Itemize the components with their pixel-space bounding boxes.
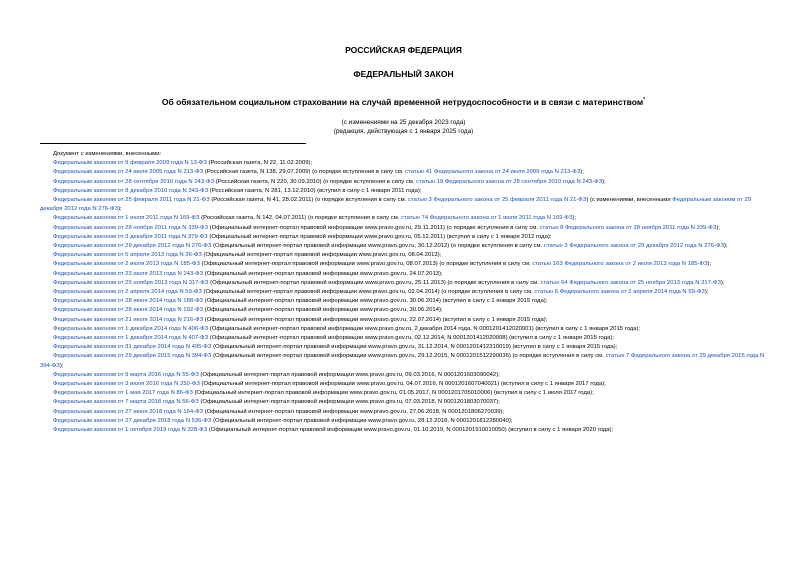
country-heading: РОССИЙСКАЯ ФЕДЕРАЦИЯ — [345, 45, 462, 55]
law-link[interactable]: Федеральным законом от 1 декабря 2014 года N 407-ФЗ — [53, 335, 209, 342]
entry-text: (Официальный интернет-портал правовой информации www.pravo.gov.ru, 29.11.2011) (о порядке вступления в силу см. — [208, 224, 540, 231]
entry-text: (Официальный интернет-портал правовой информации www.pravo.gov.ru, 02.12.2014, N 0001201412020008) (вступил в силу с 1 января 2015 года); — [208, 335, 614, 342]
entry-text: (Официальный интернет-портал правовой информации www.pravo.gov.ru, 29.12.2015, N 0001201512290036) (о порядке вступления в силу см. — [211, 353, 606, 360]
amendment-entry — [40, 380, 770, 389]
amendment-entry — [40, 279, 770, 288]
entry-text: (Официальный интернет-портал правовой информации www.pravo.gov.ru, 09.03.2016, N 0001201603090042); — [198, 371, 500, 378]
entry-text: (Российская газета, N 142, 04.07.2011) (о порядке вступления в силу см. — [199, 215, 402, 222]
entry-text: ); — [580, 169, 584, 176]
law-link[interactable]: Федеральным законом от 24 июля 2009 года N 213-ФЗ — [53, 169, 204, 176]
entry-text: (Российская газета, N 41, 28.02.2011) (о порядке вступления в силу см. — [209, 197, 408, 204]
law-link[interactable]: Федеральным законом от 9 марта 2016 года N 55-ФЗ — [53, 371, 199, 378]
law-link[interactable]: Федеральным законом от 1 декабря 2014 года N 406-ФЗ — [53, 325, 209, 332]
edition-info — [0, 118, 807, 136]
amendment-entry — [40, 306, 770, 315]
law-title-text: Об обязательном социальном страховании на случай временной нетрудоспособности и в связи с материнством — [161, 97, 644, 107]
entry-text: (Официальный интернет-портал правовой информации www.pravo.gov.ru, 25.11.2013) (о порядке вступления в силу см. — [208, 279, 541, 286]
amendment-entry — [40, 297, 770, 306]
law-link[interactable]: Федеральным законом от 2 июля 2013 года N 185-ФЗ — [53, 261, 200, 268]
amendment-entry — [40, 352, 770, 370]
law-link[interactable]: статью 19 Федерального закона от 28 сентября 2010 года N 243-ФЗ — [416, 178, 603, 185]
amendment-entry — [40, 389, 770, 398]
entry-text: (Российская газета, N 220, 30.09.2010) (о порядке вступления в силу см. — [214, 178, 417, 185]
law-link[interactable]: Федеральным законом от 21 июля 2014 года N 216-ФЗ — [53, 316, 204, 323]
amendment-entry — [40, 325, 770, 334]
entry-text: ); — [602, 178, 606, 185]
entry-text: ) (с изменениями, внесенными — [586, 197, 673, 204]
law-link[interactable]: статью 64 Федерального закона от 25 ноября 2013 года N 317-ФЗ — [540, 279, 721, 286]
entry-text: (Официальный интернет-портал правовой информации www.pravo.gov.ru, 08.07.2013) (о порядке вступления в силу см. — [199, 261, 533, 268]
entry-text: ); — [707, 261, 712, 268]
entry-text: (Российская газета, N 138, 29.07.2009) (о порядке вступления в силу см. — [203, 169, 406, 176]
law-title — [0, 97, 807, 107]
law-link[interactable]: Федеральным законом от 7 марта 2018 года N 56-ФЗ — [53, 399, 199, 406]
law-link[interactable]: Федеральным законом от 1 октября 2019 года N 328-ФЗ — [53, 427, 208, 434]
amendment-entry — [40, 408, 770, 417]
law-link[interactable]: Федеральным законом от 29 декабря 2012 года N 276-ФЗ — [53, 243, 212, 250]
amendments-intro: Документ с изменениями, внесенными: — [53, 151, 162, 157]
amendment-entry — [40, 187, 770, 196]
entry-text: (Официальный интернет-портал правовой информации www.pravo.gov.ru, 22.07.2014) (вступил в силу с 1 января 2015 года); — [203, 316, 548, 323]
entry-text: (Официальный интернет-портал правовой информации www.pravo.gov.ru, 01.05.2017, N 0001201705010006) (вступил в силу с 1 июля 2017 года); — [192, 390, 594, 397]
law-link[interactable]: Федеральным законом от 29 декабря 2015 года N 394-ФЗ — [53, 353, 212, 360]
entry-text: (Официальный интернет-портал правовой информации www.pravo.gov.ru, 31.12.2014, N 0001201412310019) (вступил в силу с 1 января 2015 года); — [211, 344, 618, 351]
entry-text: (Официальный интернет-портал правовой информации www.pravo.gov.ru, 02.04.2014) (о порядке вступления в силу см. — [201, 289, 535, 296]
entry-text: (Официальный интернет-портал правовой информации www.pravo.gov.ru, 08.04.2013); — [201, 252, 442, 259]
law-title-mark: * — [643, 97, 646, 104]
law-link[interactable]: Федеральным законом от 5 апреля 2013 года N 36-ФЗ — [53, 252, 202, 259]
entry-text: (Официальный интернет-портал правовой информации www.pravo.gov.ru, 30.06.2014); — [203, 307, 443, 314]
law-link[interactable]: статью 74 Федерального закона от 1 июля 2011 года N 169-ФЗ — [401, 215, 573, 222]
entry-text: (Официальный интернет-портал правовой информации www.pravo.gov.ru, 01.10.2019, N 0001201910010050) (вступил в силу с 1 января 2020 года); — [207, 427, 614, 434]
law-link[interactable]: Федеральным законом от 3 июля 2016 года N 250-ФЗ — [53, 381, 200, 388]
law-link[interactable]: Федеральным законом от 25 ноября 2013 года N 317-ФЗ — [53, 279, 209, 286]
law-link[interactable]: статью 3 Федерального закона от 25 февраля 2011 года N 21-ФЗ — [407, 197, 587, 204]
entry-text: ); — [59, 362, 64, 369]
entry-text: (Российская газета, N 22, 11.02.2009); — [206, 160, 313, 167]
amendment-entry — [40, 426, 770, 435]
entry-text: (Российская газета, N 281, 13.12.2010) (вступил в силу с 1 января 2011 года); — [208, 187, 422, 194]
amendment-entry — [40, 159, 770, 168]
amendment-entry — [40, 270, 770, 279]
amendment-entry — [40, 371, 770, 380]
law-link[interactable]: статью 3 Федерального закона от 29 декабря 2012 года N 276-ФЗ — [543, 243, 725, 250]
amendment-entry — [40, 214, 770, 223]
amendments-list — [40, 150, 770, 435]
amendment-entry — [40, 398, 770, 407]
amendment-entry — [40, 224, 770, 233]
law-link[interactable]: Федеральным законом от 28 ноября 2011 года N 339-ФЗ — [53, 224, 209, 231]
law-link[interactable]: Федеральным законом от 3 декабря 2011 года N 379-ФЗ — [53, 233, 208, 240]
entry-text: ); — [724, 243, 728, 250]
law-link[interactable]: Федеральным законом от 27 июня 2018 года N 164-ФЗ — [53, 408, 204, 415]
entry-text: ); — [720, 279, 725, 286]
edition-note: (редакция, действующая с 1 января 2025 года) — [333, 128, 474, 135]
amendment-entry — [40, 251, 770, 260]
changes-note: (с изменениями на 25 декабря 2023 года) — [341, 119, 466, 126]
entry-text: (Официальный интернет-портал правовой информации www.pravo.gov.ru, 05.12.2011) (вступил в силу с 1 января 2012 года); — [207, 233, 552, 240]
amendment-entry — [40, 288, 770, 297]
entry-text: (Официальный интернет-портал правовой информации www.pravo.gov.ru, 30.12.2012) (о порядке вступления в силу см. — [211, 243, 544, 250]
law-link[interactable]: Федеральным законом от 23 июля 2013 года N 243-ФЗ — [53, 270, 204, 277]
law-link[interactable]: статью 41 Федерального закона от 24 июля 2009 года N 213-ФЗ — [405, 169, 581, 176]
entry-text: (Официальный интернет-портал правовой информации www.pravo.gov.ru, 07.03.2018, N 0001201803070037); — [198, 399, 500, 406]
law-link[interactable]: статью 8 Федерального закона от 28 ноября 2011 года N 339-ФЗ — [539, 224, 717, 231]
law-link[interactable]: Федеральным законом от 28 сентября 2010 года N 243-ФЗ — [53, 178, 215, 185]
law-link[interactable]: Федеральным законом от 27 декабря 2018 года N 536-ФЗ — [53, 417, 212, 424]
law-link[interactable]: Федеральным законом от 9 февраля 2009 года N 13-ФЗ — [53, 160, 207, 167]
law-link[interactable]: Федеральным законом от 31 декабря 2014 года N 495-ФЗ — [53, 344, 212, 351]
divider — [40, 143, 306, 144]
amendment-entry — [40, 316, 770, 325]
law-link[interactable]: Федеральным законом от 1 мая 2017 года N 86-ФЗ — [53, 390, 193, 397]
law-type-heading: ФЕДЕРАЛЬНЫЙ ЗАКОН — [353, 69, 454, 79]
law-link[interactable]: Федеральным законом от 28 июня 2014 года N 192-ФЗ — [53, 307, 204, 314]
law-link[interactable]: Федеральным законом от 28 июня 2014 года N 188-ФЗ — [53, 298, 204, 305]
entry-text: ); — [704, 289, 709, 296]
entry-text: (Официальный интернет-портал правовой информации www.pravo.gov.ru, 30.06.2014) (вступил в силу с 1 января 2015 года); — [203, 298, 548, 305]
amendment-entry — [40, 178, 770, 187]
amendment-entry — [40, 334, 770, 343]
entry-text: (Официальный интернет-портал правовой информации www.pravo.gov.ru, 2 декабря 2014 года, N 0001201412020001) (вступил в силу с 1 января 2015 года); — [208, 325, 641, 332]
law-link[interactable]: Федеральным законом от 25 февраля 2011 года N 21-ФЗ — [53, 197, 210, 204]
law-link[interactable]: Федеральным законом от 8 декабря 2010 года N 343-ФЗ — [53, 187, 209, 194]
law-link[interactable]: статью 163 Федерального закона от 2 июля 2013 года N 185-ФЗ — [532, 261, 708, 268]
amendment-entry — [40, 417, 770, 426]
amendment-entry — [40, 343, 770, 352]
amendment-entry — [40, 242, 770, 251]
law-link[interactable]: Федеральным законом от 2 апреля 2014 года N 59-ФЗ — [53, 289, 202, 296]
amendment-entry — [40, 168, 770, 177]
entry-text: ); — [572, 215, 577, 222]
amendment-entry — [40, 260, 770, 269]
entry-text: ); — [716, 224, 720, 231]
entry-text: ); — [118, 206, 122, 213]
law-link[interactable]: статью 7 Федерального закона от 29 декабря 2015 года N 394-ФЗ — [40, 353, 765, 369]
law-link[interactable]: Федеральным законом от 1 июля 2011 года N 169-ФЗ — [53, 215, 200, 222]
entry-text: (Официальный интернет-портал правовой информации www.pravo.gov.ru, 24.07.2013); — [203, 270, 443, 277]
law-link[interactable]: статью 6 Федерального закона от 2 апреля 2014 года N 59-ФЗ — [534, 289, 705, 296]
entry-text: (Официальный интернет-портал правовой информации www.pravo.gov.ru, 28.12.2018, N 0001201812280040); — [211, 417, 513, 424]
law-link[interactable]: Федеральным законом от 29 декабря 2012 года N 276-ФЗ — [40, 197, 751, 213]
amendment-entry — [40, 233, 770, 242]
entry-text: (Официальный интернет-портал правовой информации www.pravo.gov.ru, 27.06.2018, N 0001201806270039); — [203, 408, 505, 415]
entry-text: (Официальный интернет-портал правовой информации www.pravo.gov.ru, 04.07.2016, N 0001201607040021) (вступил в силу с 1 января 2017 года); — [199, 381, 606, 388]
amendment-entry — [40, 196, 770, 214]
